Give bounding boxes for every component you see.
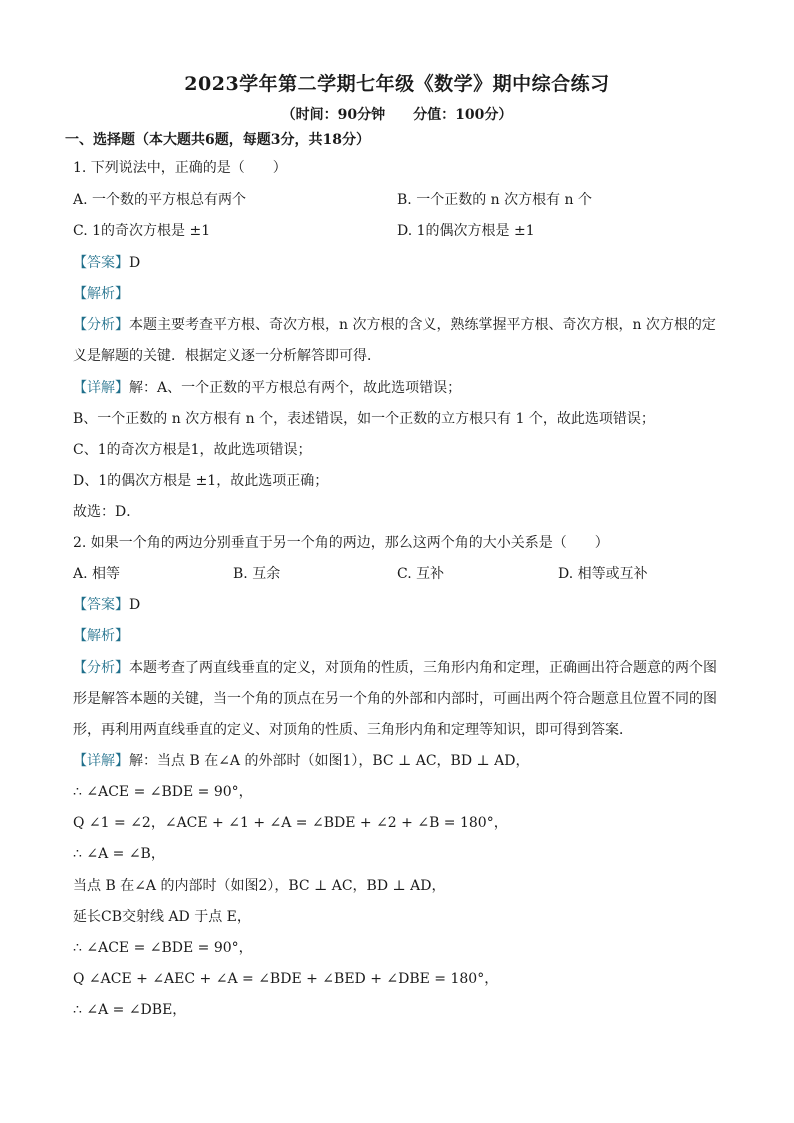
page-title: 2023学年第二学期七年级《数学》期中综合练习 (184, 73, 610, 95)
q1-option-a: A. 一个数的平方根总有两个 (73, 192, 247, 208)
fenxi-text: 本题主要考查平方根、奇次方根，n 次方根的含义，熟练掌握平方根、奇次方根，n 次方根的定 (129, 317, 716, 333)
question-2-stem: 2. 如果一个角的两边分别垂直于另一个角的两边，那么这两个角的大小关系是（ ） (73, 535, 609, 551)
q1-option-b: B. 一个正数的 n 次方根有 n 个 (397, 192, 593, 208)
q2-fenxi-line-3: 形，再利用两直线垂直的定义、对顶角的性质、三角形内角和定理等知识，即可得到答案． (73, 722, 633, 738)
xiangjie-text: 解：A、一个正数的平方根总有两个，故此选项错误； (129, 380, 462, 396)
q1-line-d: D、1的偶次方根是 ±1，故此选项正确； (73, 473, 329, 489)
q2-math-line-5: Q ∠ACE + ∠AEC + ∠A = ∠BDE + ∠BED + ∠DBE = 180°， (73, 971, 499, 987)
q2-math-line-4: ∴ ∠ACE = ∠BDE = 90°， (73, 940, 253, 956)
fenxi-tag: 【分析】 (73, 317, 129, 333)
fenxi-tag: 【分析】 (73, 660, 129, 676)
q2-answer (73, 595, 140, 615)
jiexi-tag: 【解析】 (73, 286, 129, 302)
page-subtitle: （时间：90分钟 分值：100分） (281, 107, 513, 123)
q2-fenxi-line-1 (73, 658, 717, 678)
q2-option-d: D. 相等或互补 (558, 566, 648, 582)
section-heading: 一、选择题（本大题共6题，每题3分，共18分） (65, 132, 370, 148)
answer-tag: 【答案】 (73, 597, 129, 613)
q2-math-line-2: Q ∠1 = ∠2，∠ACE + ∠1 + ∠A = ∠BDE + ∠2 + ∠B = 180°， (73, 815, 508, 831)
q1-line-b: B、一个正数的 n 次方根有 n 个，表述错误，如一个正数的立方根只有 1 个，故此选项错误； (73, 411, 655, 427)
jiexi-tag: 【解析】 (73, 628, 129, 644)
xiangjie-tag: 【详解】 (73, 380, 129, 396)
answer-tag: 【答案】 (73, 255, 129, 271)
q2-option-a: A. 相等 (73, 566, 121, 582)
q2-math-line-3: ∴ ∠A = ∠B， (73, 846, 165, 862)
q1-fenxi-line-2: 义是解题的关键．根据定义逐一分析解答即可得． (73, 348, 381, 364)
question-1-stem: 1. 下列说法中，正确的是（ ） (73, 160, 287, 176)
answer-value: D (129, 255, 141, 271)
xiangjie-text: 解：当点 B 在∠A 的外部时（如图1），BC ⊥ AC，BD ⊥ AD， (129, 753, 530, 769)
q2-xiangjie-line-1 (73, 751, 529, 771)
q1-fenxi-line-1 (73, 315, 716, 335)
q1-jiexi (73, 284, 129, 304)
q2-extend-line: 延长CB交射线 AD 于点 E， (73, 909, 251, 925)
q1-xiangjie-line-1 (73, 378, 461, 398)
xiangjie-tag: 【详解】 (73, 753, 129, 769)
q1-line-c: C、1的奇次方根是1，故此选项错误； (73, 442, 312, 458)
q2-fenxi-line-2: 形是解答本题的关键，当一个角的顶点在另一个角的外部和内部时，可画出两个符合题意且位置不同的图 (73, 691, 717, 707)
q2-math-line-1: ∴ ∠ACE = ∠BDE = 90°， (73, 784, 253, 800)
q2-jiexi (73, 626, 129, 646)
q2-option-b: B. 互余 (233, 566, 281, 582)
q2-option-c: C. 互补 (397, 566, 445, 582)
q2-math-line-6: ∴ ∠A = ∠DBE， (73, 1002, 187, 1018)
fenxi-text: 本题考查了两直线垂直的定义，对顶角的性质，三角形内角和定理，正确画出符合题意的两个图 (129, 660, 717, 676)
answer-value: D (129, 597, 141, 613)
q1-answer (73, 253, 140, 273)
q1-conclusion: 故选：D． (73, 504, 141, 520)
q1-option-d: D. 1的偶次方根是 ±1 (397, 223, 535, 239)
q2-case-2: 当点 B 在∠A 的内部时（如图2），BC ⊥ AC，BD ⊥ AD， (73, 878, 446, 894)
q1-option-c: C. 1的奇次方根是 ±1 (73, 223, 211, 239)
